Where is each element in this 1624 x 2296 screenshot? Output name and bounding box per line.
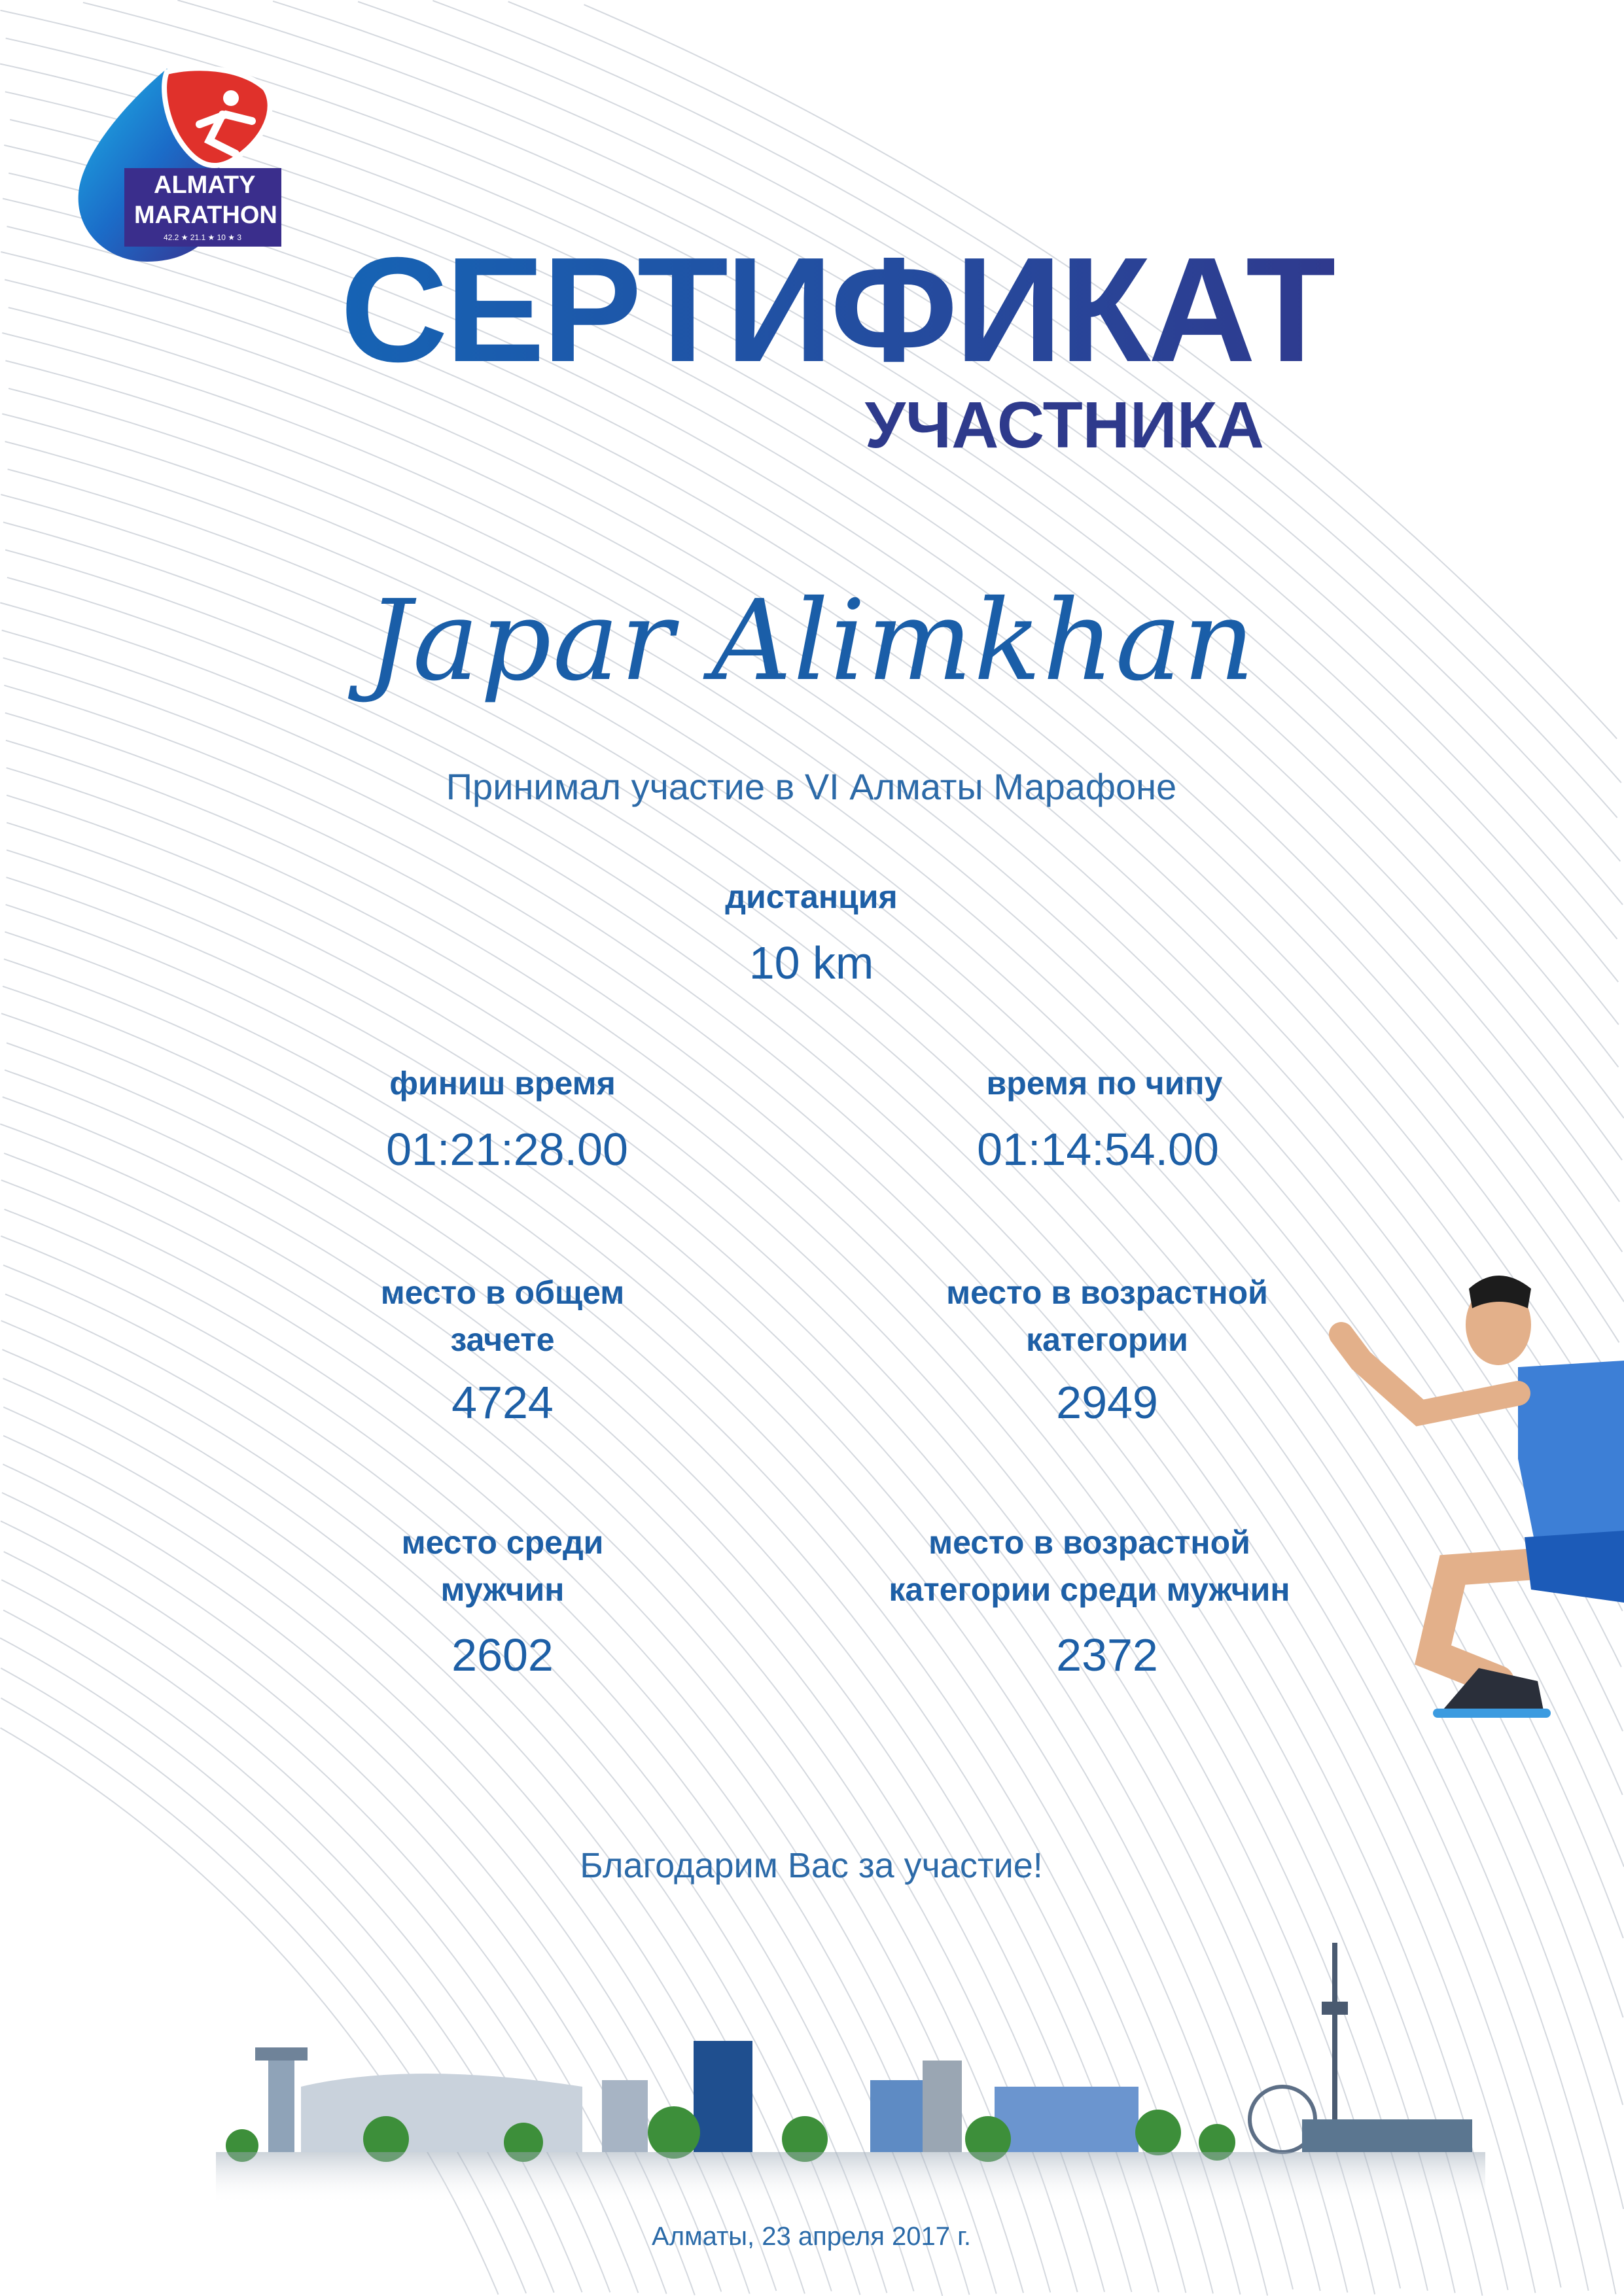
men-place-label xyxy=(402,1519,604,1613)
age-place-label xyxy=(946,1269,1268,1363)
logo-distances: 42.2 ★ 21.1 ★ 10 ★ 3 xyxy=(164,233,242,242)
chip-time-value: 01:14:54.00 xyxy=(977,1124,1219,1175)
overall-place-value: 4724 xyxy=(451,1377,554,1428)
participant-name: Japar Alimkhan xyxy=(366,576,1256,706)
age-men-place-label xyxy=(889,1519,1290,1613)
almaty-skyline-image xyxy=(216,1930,1485,2204)
men-place-value: 2602 xyxy=(451,1629,554,1680)
overall-place-label xyxy=(381,1269,625,1363)
participation-text: Принимал участие в VI Алматы Марафоне xyxy=(446,766,1177,807)
logo-line2: MARATHON xyxy=(134,201,277,229)
background-line xyxy=(83,3,1618,982)
finish-time-value: 01:21:28.00 xyxy=(386,1124,628,1175)
date-place-text: Алматы, 23 апреля 2017 г. xyxy=(652,2222,971,2251)
runner-image xyxy=(1302,1262,1624,1786)
finish-time-label: финиш время xyxy=(389,1065,616,1102)
background-line xyxy=(1,495,1623,2017)
distance-label: дистанция xyxy=(725,878,898,915)
age-men-place-label-line1: место в возрастной xyxy=(928,1524,1250,1561)
men-place-label-line1: место среди xyxy=(401,1524,604,1561)
age-men-place-value: 2372 xyxy=(1056,1629,1158,1680)
certificate-subtitle: УЧАСТНИКА xyxy=(864,389,1264,462)
background-line xyxy=(7,226,1619,1391)
certificate-title: СЕРТИФИКАТ xyxy=(340,227,1335,393)
men-place-label-line2: мужчин xyxy=(440,1571,565,1608)
age-place-label-line1: место в возрастной xyxy=(946,1274,1268,1311)
age-place-value: 2949 xyxy=(1056,1377,1158,1428)
almaty-marathon-logo xyxy=(69,62,285,265)
age-place-label-line2: категории xyxy=(1026,1321,1188,1358)
overall-place-label-line2: зачете xyxy=(450,1321,555,1358)
thanks-text: Благодарим Вас за участие! xyxy=(580,1846,1043,1885)
logo-line1: ALMATY xyxy=(154,171,256,199)
age-men-place-label-line2: категории среди мужчин xyxy=(889,1571,1290,1608)
overall-place-label-line1: место в общем xyxy=(380,1274,625,1311)
chip-time-label: время по чипу xyxy=(986,1065,1223,1102)
distance-value: 10 km xyxy=(749,937,874,988)
